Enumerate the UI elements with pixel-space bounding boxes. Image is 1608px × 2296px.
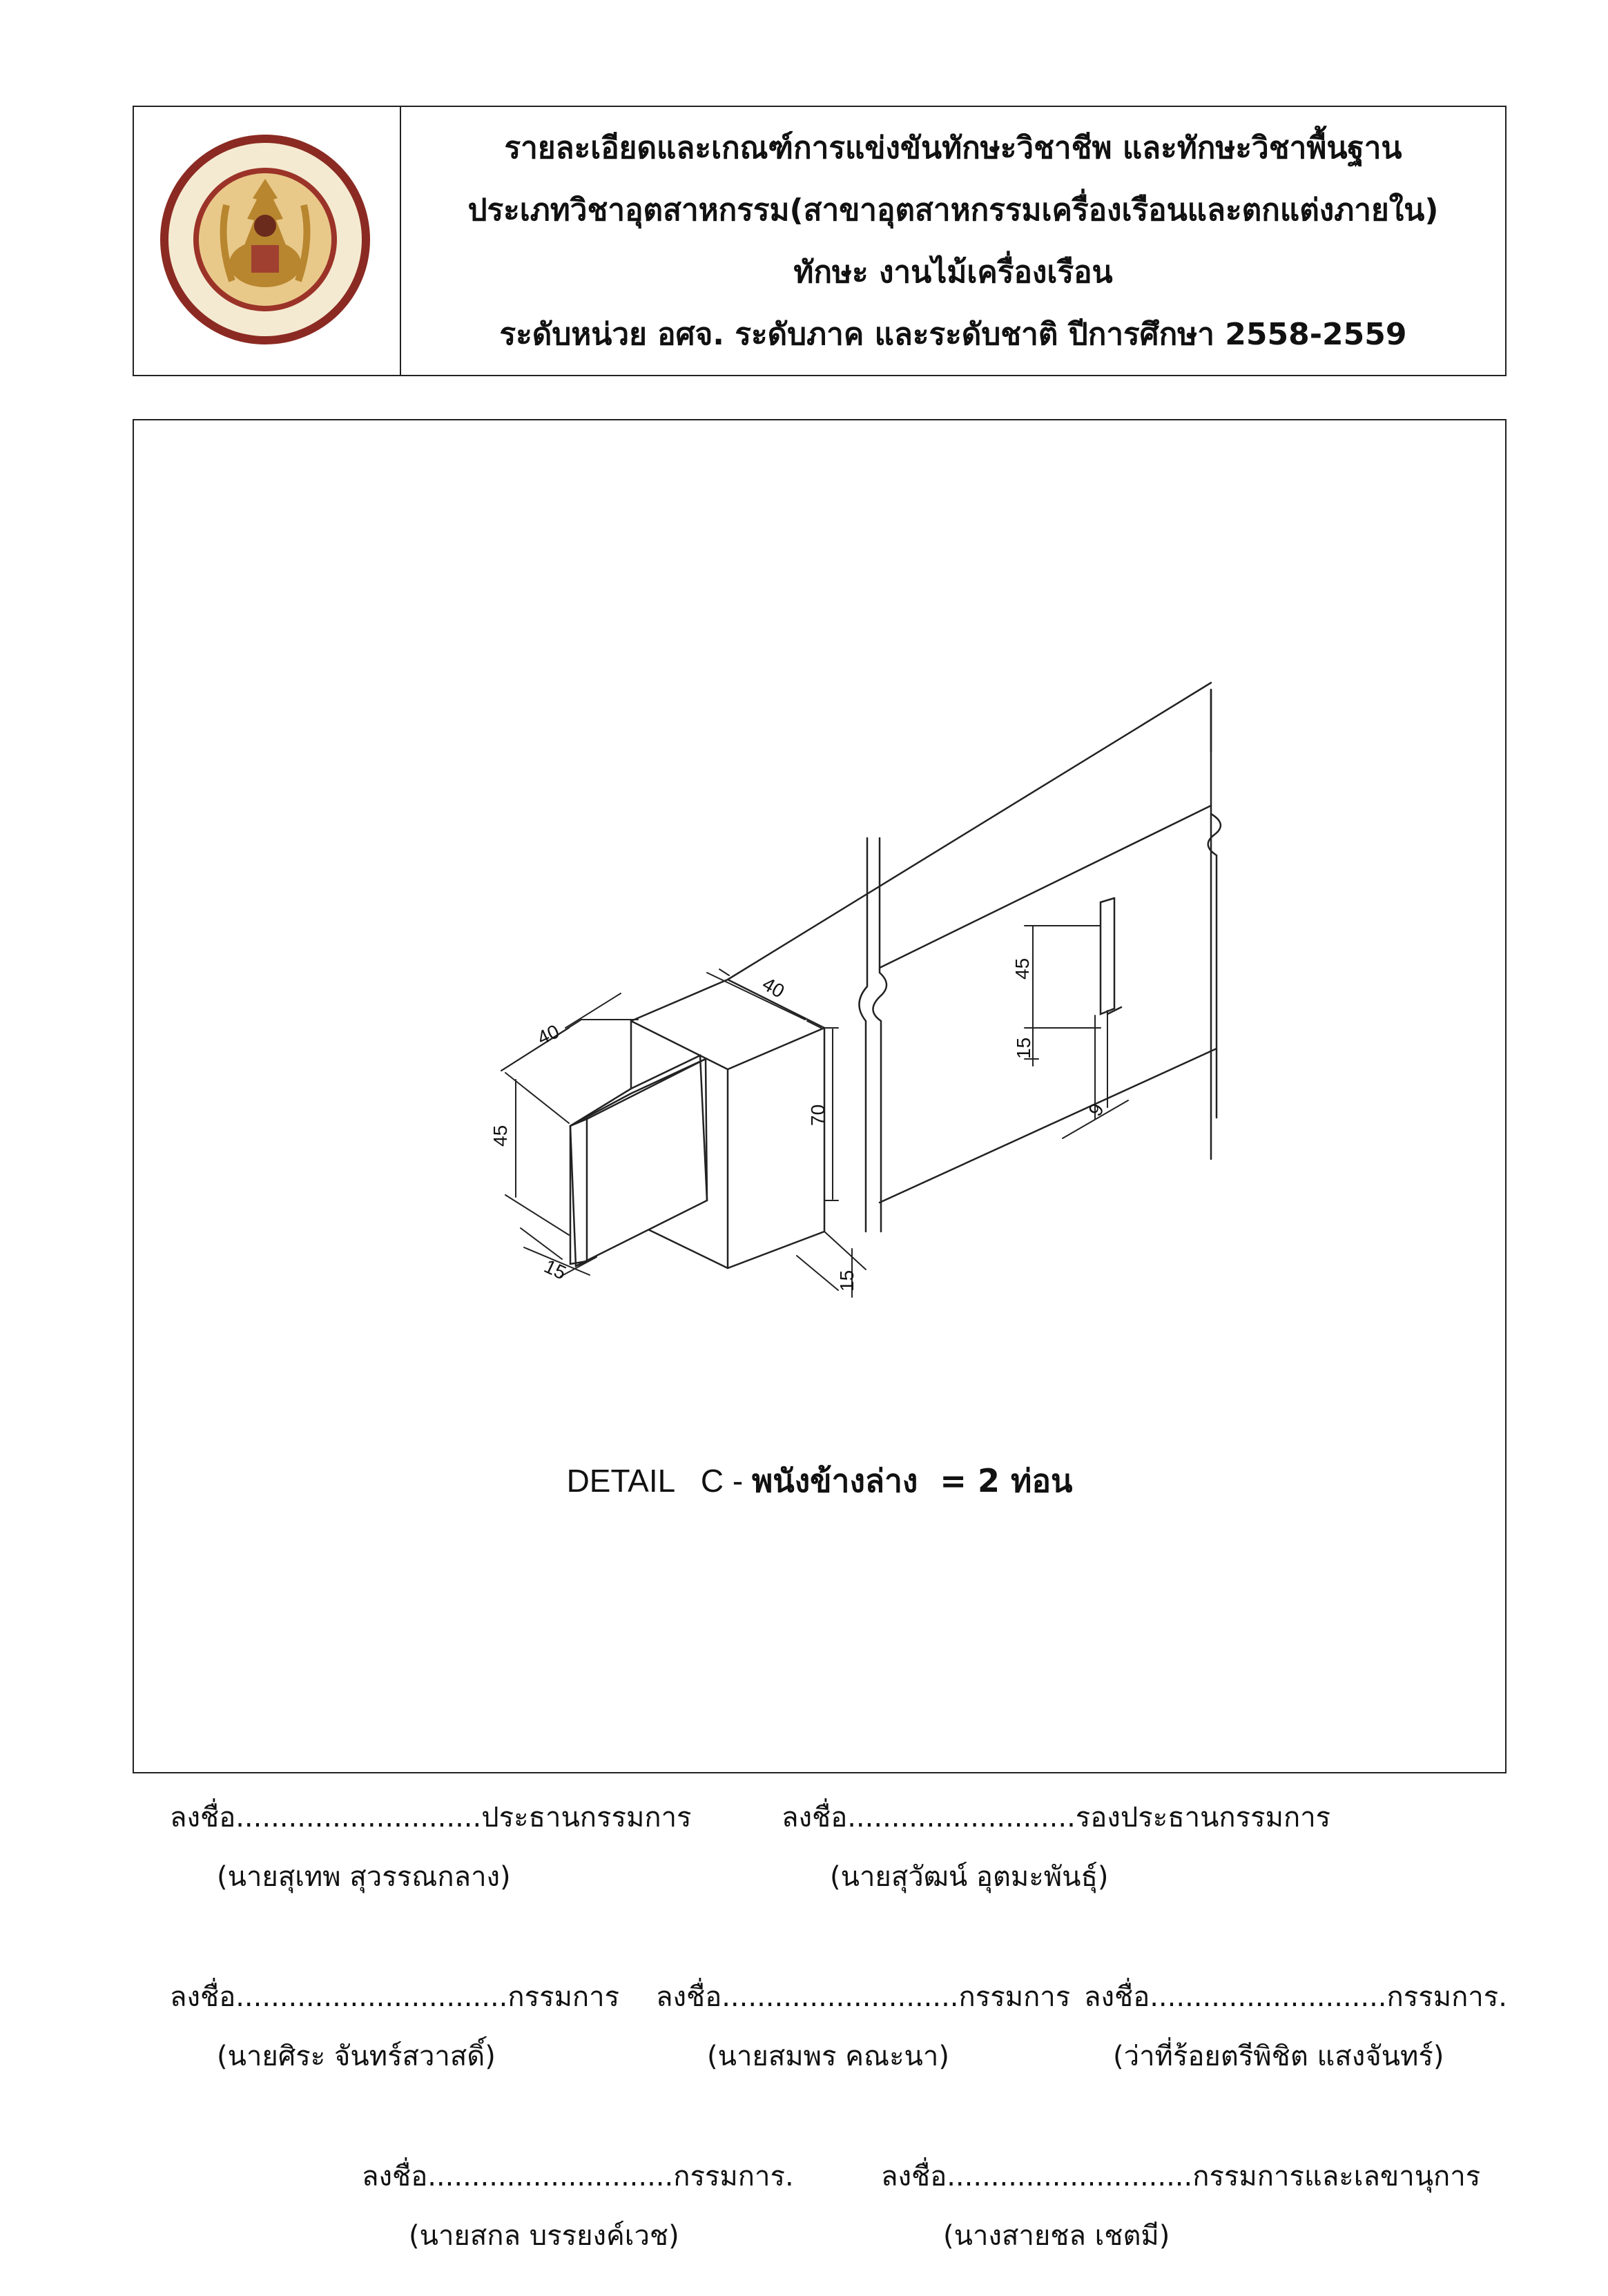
dim-post-height: 70 <box>807 1104 829 1126</box>
dim-mortise-width: 9 <box>1084 1100 1108 1120</box>
caption-suffix: = 2 ท่อน <box>918 1462 1073 1499</box>
signature-name-6: (นายสกล บรรยงค์เวช) <box>409 2220 679 2252</box>
dim-mortise-offset: 15 <box>1013 1037 1034 1059</box>
signature-line-7: ลงชื่อ............................กรรมการและเลขานุการ <box>881 2161 1481 2192</box>
title-line-4: ระดับหน่วย อศจ. ระดับภาค และระดับชาติ ปีการศึกษา 2558-2559 <box>499 317 1407 352</box>
dim-post-offset: 15 <box>836 1269 858 1292</box>
detail-caption <box>134 1456 1505 1506</box>
drawing-box <box>133 419 1507 1773</box>
title-line-1: รายละเอียดและเกณฑ์การแข่งขันทักษะวิชาชีพ และทักษะวิชาพื้นฐาน <box>504 130 1402 166</box>
signature-name-1: (นายสุเทพ สุวรรณกลาง) <box>217 1861 511 1893</box>
dim-mortise-height: 45 <box>1011 957 1033 980</box>
signature-line-5: ลงชื่อ...........................กรรมการ. <box>1084 1981 1507 2013</box>
signature-name-3: (นายศิระ จันทร์สวาสดิ์) <box>217 2041 496 2072</box>
signature-name-5: (ว่าที่ร้อยตรีพิชิต แสงจันทร์) <box>1113 2041 1444 2072</box>
signature-line-6: ลงชื่อ............................กรรมการ. <box>362 2161 794 2192</box>
signature-name-7: (นางสายชล เชตมี) <box>943 2220 1170 2252</box>
signature-line-2: ลงชื่อ..........................รองประธานกรรมการ <box>782 1802 1331 1833</box>
dimension-labels <box>134 420 1505 1772</box>
logo-cell <box>134 107 401 375</box>
signature-line-3: ลงชื่อ...............................กรรมการ <box>170 1981 620 2013</box>
signature-line-4: ลงชื่อ...........................กรรมการ <box>656 1981 1071 2013</box>
signature-line-1: ลงชื่อ............................ประธานกรรมการ <box>170 1802 692 1833</box>
signature-name-2: (นายสุวัฒน์ อุตมะพันธุ์) <box>830 1861 1109 1893</box>
dim-tenon-width: 40 <box>534 1020 563 1049</box>
title-cell <box>401 107 1505 375</box>
signature-name-4: (นายสมพร คณะนา) <box>707 2041 949 2072</box>
dim-post-width: 40 <box>759 973 788 1002</box>
vocational-education-commission-logo <box>155 122 376 357</box>
caption-bold: พนังข้างล่าง <box>751 1462 918 1499</box>
title-line-2: ประเภทวิชาอุตสาหกรรม(สาขาอุตสาหกรรมเครื่องเรือนและตกแต่งภายใน) <box>467 193 1439 228</box>
dim-tenon-height: 45 <box>490 1125 511 1147</box>
caption-prefix: DETAIL C - <box>566 1463 752 1499</box>
title-line-3: ทักษะ งานไม้เครื่องเรือน <box>793 255 1113 290</box>
dim-tenon-depth: 15 <box>541 1255 570 1284</box>
header-box <box>133 106 1507 376</box>
